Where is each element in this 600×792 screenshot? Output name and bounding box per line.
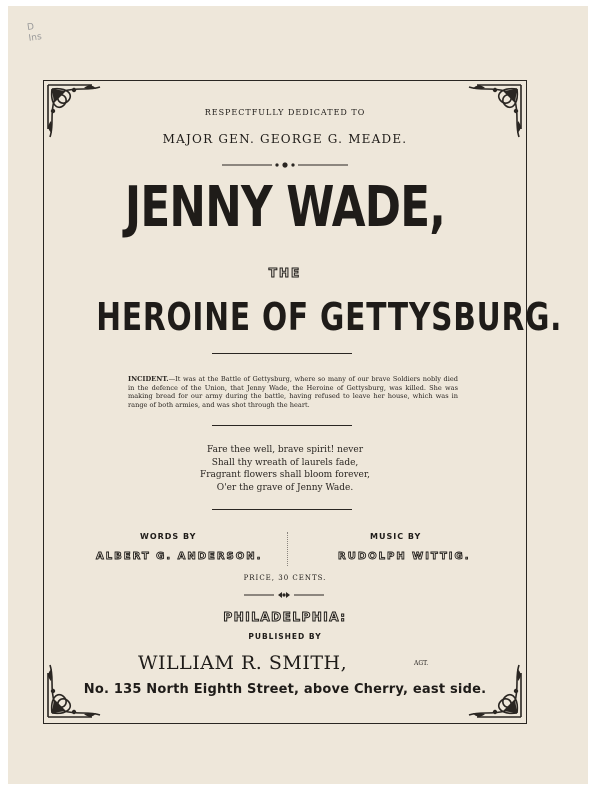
title-article: THE xyxy=(268,266,302,280)
composer-name: RUDOLPH WITTIG. xyxy=(338,551,471,562)
divider xyxy=(212,353,352,354)
incident-label: INCIDENT. xyxy=(128,375,169,383)
divider xyxy=(212,509,352,510)
verse-line: Shall thy wreath of laurels fade, xyxy=(211,457,359,468)
dedicatee-name: MAJOR GEN. GEORGE G. MEADE. xyxy=(162,132,408,146)
incident-paragraph xyxy=(128,375,458,409)
song-title: JENNY WADE, xyxy=(124,175,446,240)
dedication-line: RESPECTFULLY DEDICATED TO xyxy=(204,108,366,117)
ornamental-rule-icon xyxy=(244,591,324,599)
ornamental-rule-icon xyxy=(222,160,348,170)
pencil-note-line2: Ins xyxy=(28,32,43,44)
song-subtitle: HEROINE OF GETTYSBURG. xyxy=(96,295,563,339)
words-by-label: WORDS BY xyxy=(140,532,197,541)
published-by-label: PUBLISHED BY xyxy=(248,632,322,641)
verse-line: O'er the grave of Jenny Wade. xyxy=(216,482,354,493)
incident-text: —It was at the Battle of Gettysburg, where so many of our brave Soldiers nobly died in the defence of the Union, that Jenny Wade, the Heroine of Gettysburg, was killed. She was making bread for our army during the battle, having refused to leave her house, which was in range of both armies, and was shot through the heart. xyxy=(128,375,458,409)
music-by-label: MUSIC BY xyxy=(370,532,422,541)
agent-abbreviation: AGT. xyxy=(414,660,429,667)
publication-city: PHILADELPHIA: xyxy=(223,610,347,624)
price-line: PRICE, 30 CENTS. xyxy=(243,574,327,582)
divider xyxy=(212,425,352,426)
pencil-note-line1: D xyxy=(26,22,35,33)
lyricist-name: ALBERT G. ANDERSON. xyxy=(96,551,263,562)
verse-block xyxy=(43,444,527,494)
publisher-address: No. 135 North Eighth Street, above Cherry, east side. xyxy=(83,682,487,697)
credits-divider xyxy=(287,532,288,566)
verse-line: Fare thee well, brave spirit! never xyxy=(207,445,363,455)
publisher-name: WILLIAM R. SMITH, xyxy=(138,652,348,674)
verse-line: Fragrant flowers shall bloom forever, xyxy=(199,470,371,480)
